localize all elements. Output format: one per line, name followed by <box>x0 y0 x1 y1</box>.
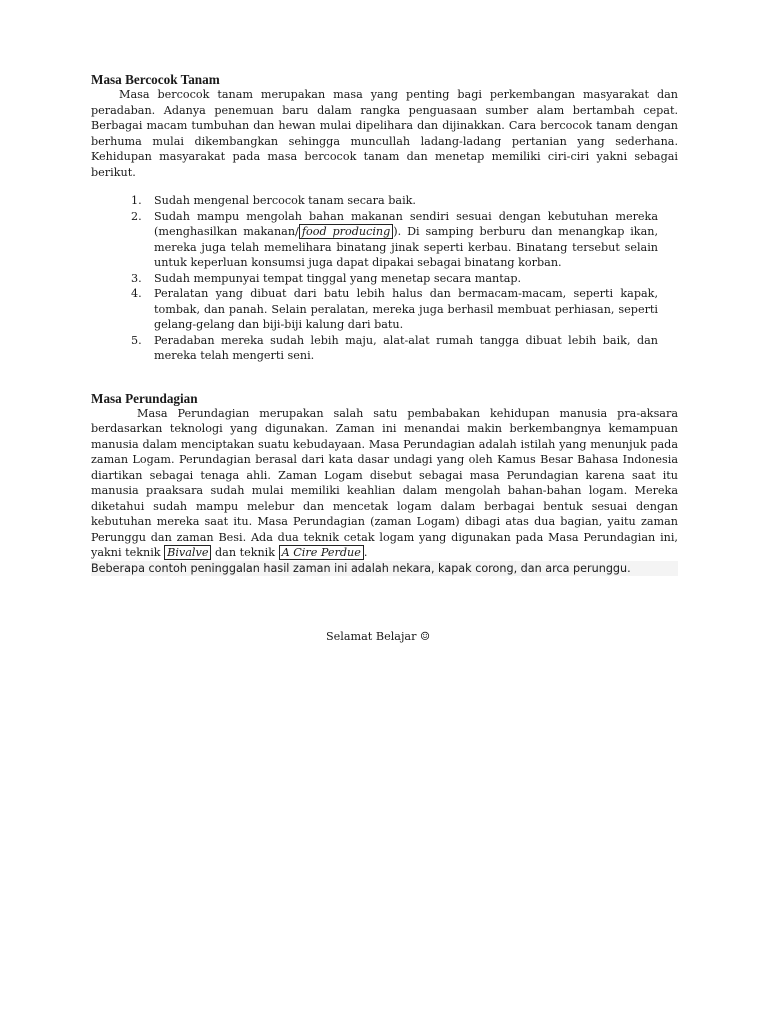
term-food-producing: food producing <box>299 224 393 239</box>
term-bivalve: Bivalve <box>164 545 211 560</box>
perundagian-text-mid: dan teknik <box>211 546 279 559</box>
list-item <box>91 209 678 271</box>
list-item <box>91 193 678 209</box>
perundagian-text-post: . <box>363 546 368 559</box>
list-item-text: Peralatan yang dibuat dari batu lebih halus dan bermacam-macam, seperti kapak, tombak, dan panah. Selain peralatan, mereka juga berhasil membuat perhiasan, seperti gelang-gelang dan biji-biji kalung dari batu. <box>154 287 658 331</box>
intro-paragraph: Masa bercocok tanam merupakan masa yang penting bagi perkembangan masyarakat dan peradaban. Adanya penemuan baru dalam rangka penguasaan sumber alam bertambah cepat. Berbagai macam tumbuhan dan hewan mulai dipelihara dan dijinakkan. Cara bercocok tanam dengan berhuma mulai dikembangkan sehingga muncullah ladang-ladang pertanian yang sederhana. Kehidupan masyarakat pada masa bercocok tanam dan menetap memiliki ciri-ciri yakni sebagai berikut. <box>91 88 678 179</box>
list-number: 1. <box>131 194 142 207</box>
perundagian-text-pre: Masa Perundagian merupakan salah satu pembabakan kehidupan manusia pra-aksara berdasarkan teknologi yang digunakan. Zaman ini menandai makin berkembangnya kemampuan manusia dalam menciptakan suatu kebudayaan. Masa Perundagian adalah istilah yang menunjuk pada zaman Logam. Perundagian berasal dari kata dasar undagi yang oleh Kamus Besar Bahasa Indonesia diartikan sebagai tenaga ahli. Zaman Logam disebut sebagai masa Perundagian karena saat itu manusia praaksara sudah mulai memiliki keahlian dalam mengolah bahan-bahan logam. Mereka diketahui sudah mampu melebur dan mencetak logam dalam berbagai bentuk sesuai dengan kebutuhan mereka saat itu. Masa Perundagian (zaman Logam) dibagi atas dua bagian, yaitu zaman Perunggu dan zaman Besi. Ada dua teknik cetak logam yang digunakan pada Masa Perundagian ini, yakni teknik <box>91 406 678 559</box>
document-page <box>91 72 678 576</box>
term-a-cire-perdue: A Cire Perdue <box>279 545 364 560</box>
perundagian-examples: Beberapa contoh peninggalan hasil zaman ini adalah nekara, kapak corong, dan arca perunggu. <box>91 561 678 577</box>
section-title-bercocok-tanam: Masa Bercocok Tanam <box>91 72 220 87</box>
list-item-text: Sudah mengenal bercocok tanam secara baik. <box>154 194 416 207</box>
characteristics-list <box>91 193 678 364</box>
list-item <box>91 286 678 333</box>
list-number: 4. <box>131 287 142 300</box>
list-item-text: Sudah mempunyai tempat tinggal yang menetap secara mantap. <box>154 271 522 285</box>
list-item-text: Peradaban mereka sudah lebih maju, alat-alat rumah tangga dibuat lebih baik, dan mereka telah mengerti seni. <box>154 333 658 362</box>
closing-text: Selamat Belajar ☺ <box>326 630 431 643</box>
list-item <box>91 271 678 287</box>
list-item <box>91 333 678 364</box>
list-item-text-post: ). Di samping berburu dan menangkap ikan, mereka juga telah memelihara binatang jinak seperti kerbau. Binatang tersebut selain untuk keperluan konsumsi juga dapat dipakai sebagai binatang korban. <box>154 225 659 269</box>
perundagian-paragraph <box>91 406 678 561</box>
list-number: 2. <box>131 209 142 223</box>
list-item-text-pre: Sudah mampu mengolah bahan makanan sendiri sesuai dengan kebutuhan mereka (menghasilkan makanan/ <box>154 209 658 238</box>
section-perundagian <box>91 391 678 577</box>
section-title-perundagian: Masa Perundagian <box>91 390 198 406</box>
list-number: 5. <box>131 333 142 347</box>
list-number: 3. <box>131 271 142 285</box>
